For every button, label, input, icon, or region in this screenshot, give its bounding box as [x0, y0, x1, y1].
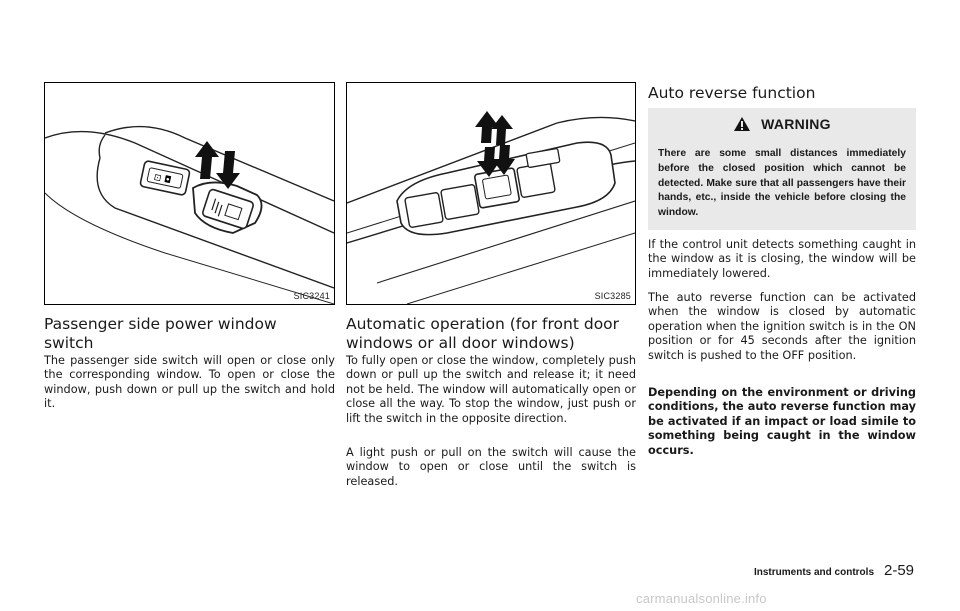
page-number: 2-59 [884, 562, 915, 579]
auto-reverse-body-3: Depending on the environment or driving conditions, the auto reverse function may be activated if an impact or load simile to something being caught in the window occurs. [648, 386, 916, 457]
warning-triangle-icon [733, 116, 751, 135]
passenger-heading: Passenger side power window switch [44, 315, 277, 352]
warning-title: WARNING [761, 116, 831, 132]
warning-header [648, 116, 916, 135]
figure-code: SIC3241 [293, 291, 330, 301]
warning-text: There are some small distances immediately before the closed position which cannot be detected. Make sure that all passengers have their hands, etc., inside the vehicle before closing the window. [658, 148, 906, 219]
footer-section-title: Instruments and controls [753, 567, 874, 578]
automatic-body-1: To fully open or close the window, completely push down or pull up the switch and release it; it need not be held. The window will automatically open or close all the way. To stop the window, just push or lift the switch in the opposite direction. [346, 354, 636, 425]
passenger-switch-illustration [45, 83, 334, 304]
auto-reverse-heading: Auto reverse function [648, 84, 816, 102]
auto-reverse-body-2: The auto reverse function can be activated when the window is closed by automatic operation when the ignition switch is in the ON position or for 45 seconds after the ignition switch is pushed to the OFF position. [648, 291, 916, 362]
auto-reverse-body-1: If the control unit detects something caught in the window as it is closing, the window will be immediately lowered. [648, 238, 916, 280]
figure-code: SIC3285 [594, 291, 631, 301]
svg-text:⊡ ◘: ⊡ ◘ [152, 172, 173, 187]
figure-automatic-switch [346, 82, 636, 305]
passenger-body: The passenger side switch will open or close only the corresponding window. To open or close the window, push down or pull up the switch and hold it. [44, 354, 335, 411]
watermark: carmanualsonline.info [636, 591, 767, 606]
automatic-switch-illustration [347, 83, 635, 304]
automatic-body-2: A light push or pull on the switch will cause the window to open or close until the switch is released. [346, 446, 636, 488]
warning-box [648, 108, 916, 230]
figure-passenger-switch [44, 82, 335, 305]
automatic-heading: Automatic operation (for front door windows or all door windows) [346, 315, 620, 352]
